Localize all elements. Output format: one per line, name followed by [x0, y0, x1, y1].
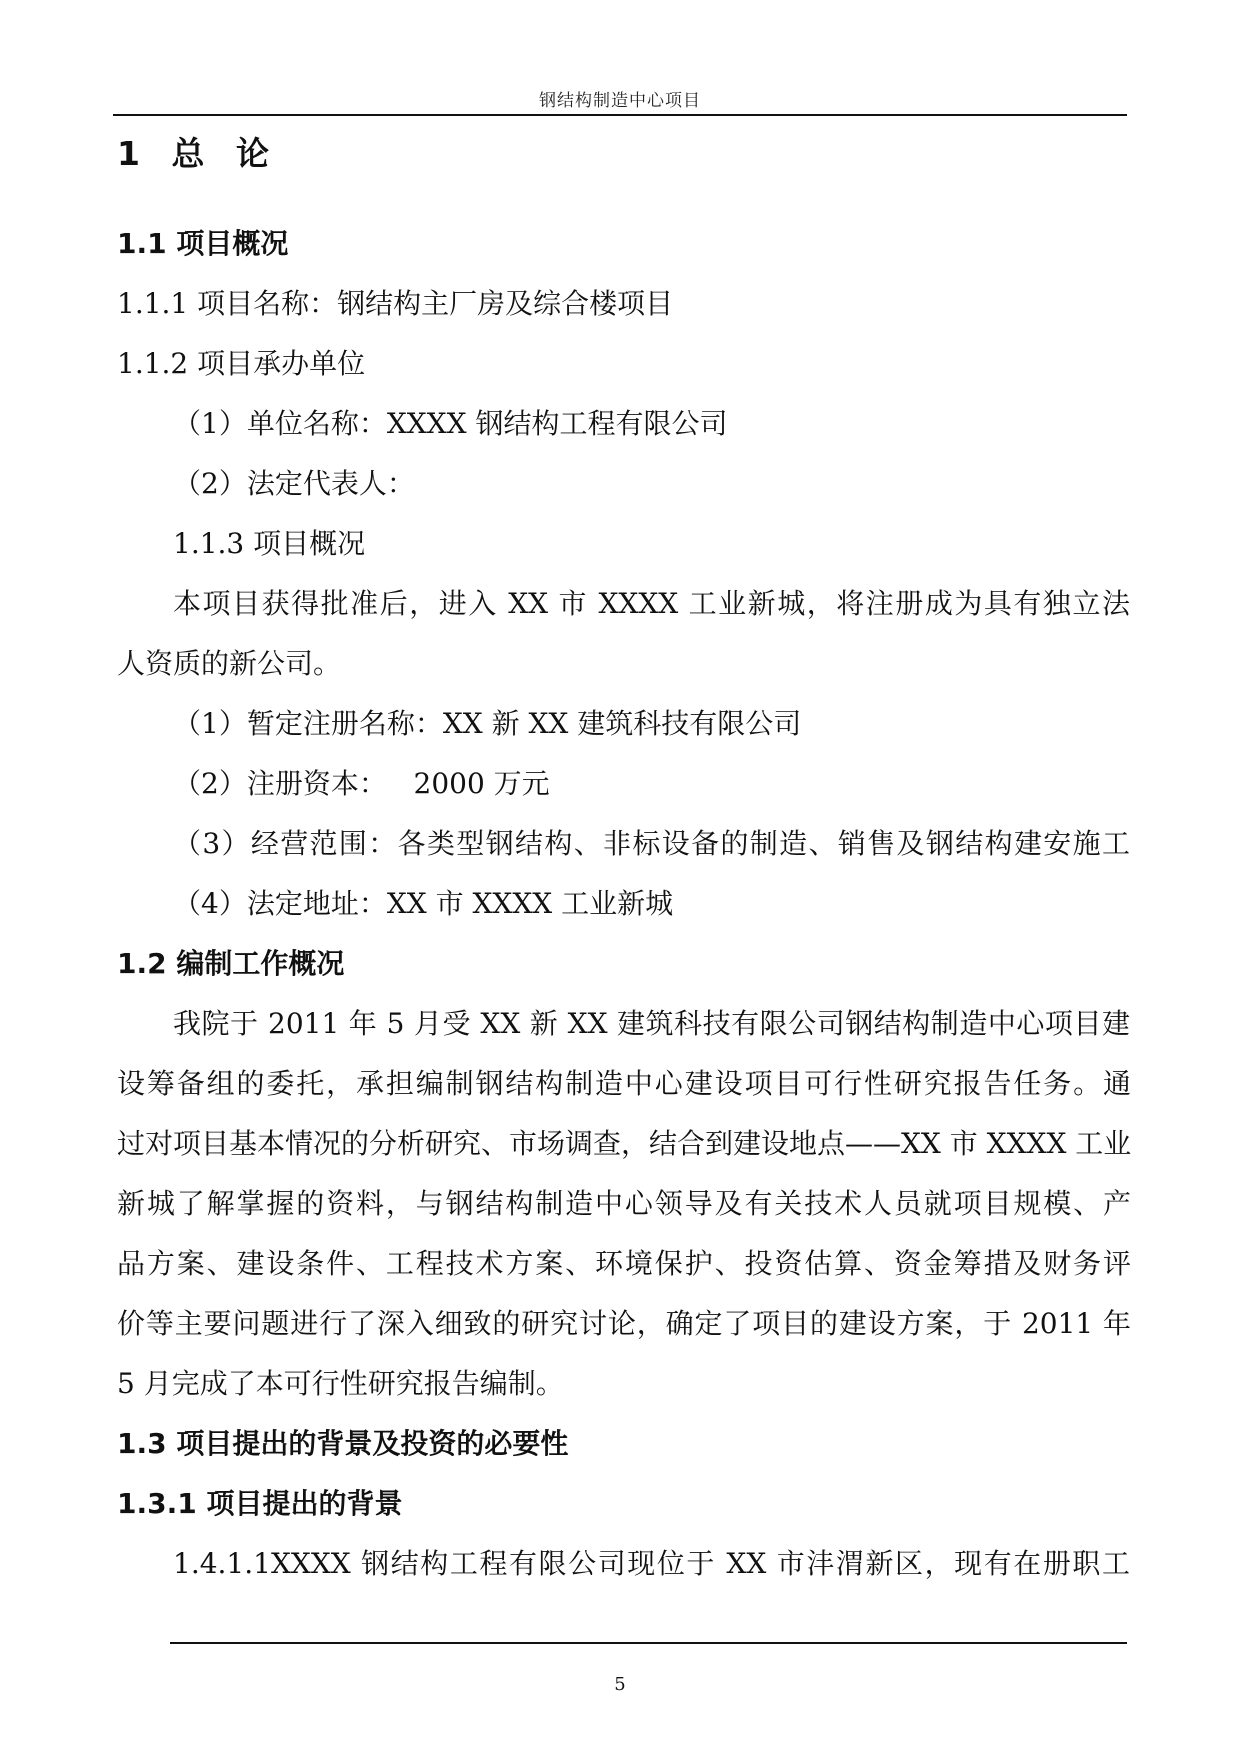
list-item-legal-address: （4）法定地址：XX 市 XXXX 工业新城: [173, 887, 674, 920]
list-item-registered-capital: （2）注册资本： 2000 万元: [173, 767, 550, 800]
subsection-heading-1-3-1: 1.3.1 项目提出的背景: [117, 1487, 403, 1520]
running-header: 钢结构制造中心项目: [539, 91, 701, 111]
paragraph-line: 1.4.1.1XXXX 钢结构工程有限公司现位于 XX 市沣渭新区，现有在册职工: [173, 1547, 1130, 1580]
section-heading-1-3: 1.3 项目提出的背景及投资的必要性: [117, 1427, 569, 1460]
list-item-business-scope: （3）经营范围：各类型钢结构、非标设备的制造、销售及钢结构建安施工: [173, 827, 1130, 860]
list-item-legal-rep: （2）法定代表人：: [173, 467, 415, 500]
page-number: 5: [614, 1674, 626, 1695]
subsection-1-1-2: 1.1.2 项目承办单位: [117, 347, 366, 380]
footer-rule: [170, 1642, 1127, 1644]
paragraph-line: 品方案、建设条件、工程技术方案、环境保护、投资估算、资金筹措及财务评: [117, 1247, 1131, 1280]
paragraph-line: 我院于 2011 年 5 月受 XX 新 XX 建筑科技有限公司钢结构制造中心项目建: [173, 1007, 1130, 1040]
paragraph-line: 过对项目基本情况的分析研究、市场调查，结合到建设地点——XX 市 XXXX 工业: [117, 1127, 1132, 1160]
list-item-registered-name: （1）暂定注册名称：XX 新 XX 建筑科技有限公司: [173, 707, 802, 740]
list-item-unit-name: （1）单位名称：XXXX 钢结构工程有限公司: [173, 407, 728, 440]
header-rule: [113, 114, 1127, 116]
paragraph-line: 本项目获得批准后，进入 XX 市 XXXX 工业新城，将注册成为具有独立法: [173, 587, 1130, 620]
subsection-1-1-1: 1.1.1 项目名称：钢结构主厂房及综合楼项目: [117, 287, 674, 320]
paragraph-line: 新城了解掌握的资料，与钢结构制造中心领导及有关技术人员就项目规模、产: [117, 1187, 1131, 1220]
paragraph-line: 人资质的新公司。: [117, 647, 342, 680]
paragraph-line: 5 月完成了本可行性研究报告编制。: [117, 1367, 564, 1400]
section-heading-1-1: 1.1 项目概况: [117, 227, 289, 260]
section-heading-1-2: 1.2 编制工作概况: [117, 947, 345, 980]
paragraph-line: 价等主要问题进行了深入细致的研究讨论，确定了项目的建设方案，于 2011 年: [117, 1307, 1131, 1340]
chapter-title: 1 总 论: [117, 134, 279, 173]
paragraph-line: 设筹备组的委托，承担编制钢结构制造中心建设项目可行性研究报告任务。通: [117, 1067, 1131, 1100]
subsection-1-1-3: 1.1.3 项目概况: [173, 527, 366, 560]
